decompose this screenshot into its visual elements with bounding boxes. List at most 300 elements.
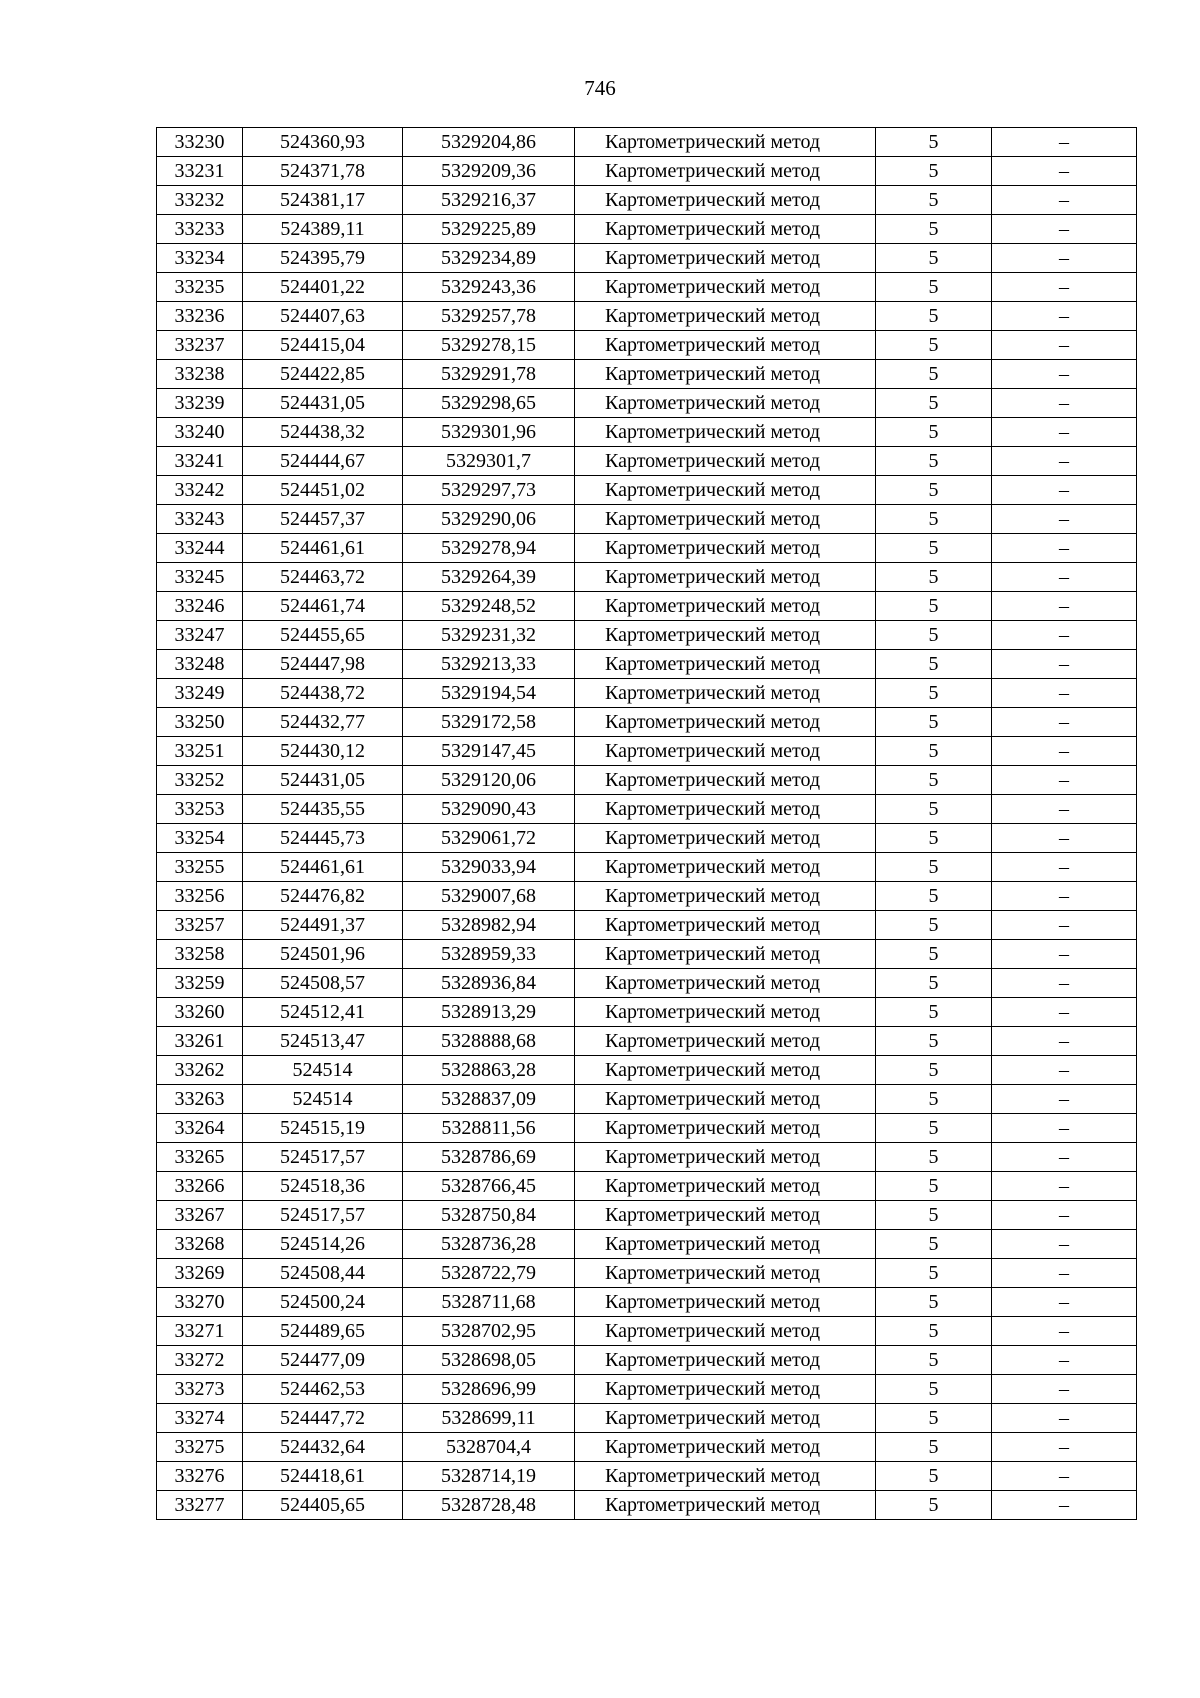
x-coordinate-cell: 524476,82 bbox=[243, 882, 403, 911]
description-cell: – bbox=[992, 1375, 1137, 1404]
point-number-cell: 33271 bbox=[157, 1317, 243, 1346]
point-number-cell: 33266 bbox=[157, 1172, 243, 1201]
table-row bbox=[157, 534, 1137, 563]
y-coordinate-cell: 5329301,7 bbox=[403, 447, 575, 476]
x-coordinate-cell: 524395,79 bbox=[243, 244, 403, 273]
y-coordinate-cell: 5328704,4 bbox=[403, 1433, 575, 1462]
x-coordinate-cell: 524445,73 bbox=[243, 824, 403, 853]
x-coordinate-cell: 524514 bbox=[243, 1085, 403, 1114]
accuracy-cell: 5 bbox=[876, 563, 992, 592]
table-row bbox=[157, 621, 1137, 650]
x-coordinate-cell: 524457,37 bbox=[243, 505, 403, 534]
table-row bbox=[157, 824, 1137, 853]
table-row bbox=[157, 679, 1137, 708]
x-coordinate-cell: 524444,67 bbox=[243, 447, 403, 476]
description-cell: – bbox=[992, 766, 1137, 795]
description-cell: – bbox=[992, 389, 1137, 418]
accuracy-cell: 5 bbox=[876, 679, 992, 708]
description-cell: – bbox=[992, 1172, 1137, 1201]
point-number-cell: 33247 bbox=[157, 621, 243, 650]
accuracy-cell: 5 bbox=[876, 360, 992, 389]
method-cell: Картометрический метод bbox=[575, 360, 876, 389]
description-cell: – bbox=[992, 621, 1137, 650]
accuracy-cell: 5 bbox=[876, 302, 992, 331]
method-cell: Картометрический метод bbox=[575, 1462, 876, 1491]
description-cell: – bbox=[992, 1201, 1137, 1230]
accuracy-cell: 5 bbox=[876, 128, 992, 157]
point-number-cell: 33244 bbox=[157, 534, 243, 563]
accuracy-cell: 5 bbox=[876, 418, 992, 447]
description-cell: – bbox=[992, 1143, 1137, 1172]
point-number-cell: 33275 bbox=[157, 1433, 243, 1462]
description-cell: – bbox=[992, 534, 1137, 563]
x-coordinate-cell: 524431,05 bbox=[243, 766, 403, 795]
point-number-cell: 33256 bbox=[157, 882, 243, 911]
y-coordinate-cell: 5328702,95 bbox=[403, 1317, 575, 1346]
accuracy-cell: 5 bbox=[876, 1346, 992, 1375]
y-coordinate-cell: 5328736,28 bbox=[403, 1230, 575, 1259]
table-row bbox=[157, 1375, 1137, 1404]
method-cell: Картометрический метод bbox=[575, 1433, 876, 1462]
point-number-cell: 33245 bbox=[157, 563, 243, 592]
accuracy-cell: 5 bbox=[876, 853, 992, 882]
method-cell: Картометрический метод bbox=[575, 447, 876, 476]
x-coordinate-cell: 524447,72 bbox=[243, 1404, 403, 1433]
description-cell: – bbox=[992, 157, 1137, 186]
point-number-cell: 33241 bbox=[157, 447, 243, 476]
x-coordinate-cell: 524513,47 bbox=[243, 1027, 403, 1056]
accuracy-cell: 5 bbox=[876, 1317, 992, 1346]
table-row bbox=[157, 476, 1137, 505]
x-coordinate-cell: 524517,57 bbox=[243, 1143, 403, 1172]
table-row bbox=[157, 911, 1137, 940]
description-cell: – bbox=[992, 1346, 1137, 1375]
x-coordinate-cell: 524461,61 bbox=[243, 534, 403, 563]
x-coordinate-cell: 524418,61 bbox=[243, 1462, 403, 1491]
x-coordinate-cell: 524517,57 bbox=[243, 1201, 403, 1230]
point-number-cell: 33233 bbox=[157, 215, 243, 244]
point-number-cell: 33254 bbox=[157, 824, 243, 853]
y-coordinate-cell: 5329172,58 bbox=[403, 708, 575, 737]
accuracy-cell: 5 bbox=[876, 766, 992, 795]
y-coordinate-cell: 5328711,68 bbox=[403, 1288, 575, 1317]
method-cell: Картометрический метод bbox=[575, 998, 876, 1027]
table-row bbox=[157, 389, 1137, 418]
description-cell: – bbox=[992, 1056, 1137, 1085]
y-coordinate-cell: 5328750,84 bbox=[403, 1201, 575, 1230]
description-cell: – bbox=[992, 128, 1137, 157]
point-number-cell: 33253 bbox=[157, 795, 243, 824]
x-coordinate-cell: 524455,65 bbox=[243, 621, 403, 650]
description-cell: – bbox=[992, 998, 1137, 1027]
table-row bbox=[157, 1085, 1137, 1114]
table-row bbox=[157, 244, 1137, 273]
method-cell: Картометрический метод bbox=[575, 853, 876, 882]
method-cell: Картометрический метод bbox=[575, 1259, 876, 1288]
page-number: 746 bbox=[584, 76, 616, 100]
y-coordinate-cell: 5329278,94 bbox=[403, 534, 575, 563]
table-row bbox=[157, 1230, 1137, 1259]
y-coordinate-cell: 5329194,54 bbox=[403, 679, 575, 708]
table-row bbox=[157, 1143, 1137, 1172]
table-row bbox=[157, 273, 1137, 302]
y-coordinate-cell: 5329216,37 bbox=[403, 186, 575, 215]
point-number-cell: 33251 bbox=[157, 737, 243, 766]
accuracy-cell: 5 bbox=[876, 650, 992, 679]
method-cell: Картометрический метод bbox=[575, 679, 876, 708]
accuracy-cell: 5 bbox=[876, 244, 992, 273]
table-row bbox=[157, 186, 1137, 215]
point-number-cell: 33243 bbox=[157, 505, 243, 534]
description-cell: – bbox=[992, 331, 1137, 360]
y-coordinate-cell: 5328722,79 bbox=[403, 1259, 575, 1288]
description-cell: – bbox=[992, 1288, 1137, 1317]
y-coordinate-cell: 5329007,68 bbox=[403, 882, 575, 911]
x-coordinate-cell: 524512,41 bbox=[243, 998, 403, 1027]
accuracy-cell: 5 bbox=[876, 1462, 992, 1491]
table-row bbox=[157, 157, 1137, 186]
y-coordinate-cell: 5328982,94 bbox=[403, 911, 575, 940]
description-cell: – bbox=[992, 1027, 1137, 1056]
point-number-cell: 33250 bbox=[157, 708, 243, 737]
x-coordinate-cell: 524518,36 bbox=[243, 1172, 403, 1201]
point-number-cell: 33236 bbox=[157, 302, 243, 331]
x-coordinate-cell: 524461,61 bbox=[243, 853, 403, 882]
accuracy-cell: 5 bbox=[876, 708, 992, 737]
table-row bbox=[157, 360, 1137, 389]
y-coordinate-cell: 5329061,72 bbox=[403, 824, 575, 853]
x-coordinate-cell: 524508,44 bbox=[243, 1259, 403, 1288]
description-cell: – bbox=[992, 360, 1137, 389]
method-cell: Картометрический метод bbox=[575, 795, 876, 824]
x-coordinate-cell: 524407,63 bbox=[243, 302, 403, 331]
method-cell: Картометрический метод bbox=[575, 534, 876, 563]
description-cell: – bbox=[992, 592, 1137, 621]
accuracy-cell: 5 bbox=[876, 273, 992, 302]
description-cell: – bbox=[992, 853, 1137, 882]
table-row bbox=[157, 1433, 1137, 1462]
x-coordinate-cell: 524515,19 bbox=[243, 1114, 403, 1143]
table-row bbox=[157, 882, 1137, 911]
description-cell: – bbox=[992, 940, 1137, 969]
y-coordinate-cell: 5329225,89 bbox=[403, 215, 575, 244]
method-cell: Картометрический метод bbox=[575, 1027, 876, 1056]
x-coordinate-cell: 524381,17 bbox=[243, 186, 403, 215]
point-number-cell: 33269 bbox=[157, 1259, 243, 1288]
method-cell: Картометрический метод bbox=[575, 331, 876, 360]
point-number-cell: 33277 bbox=[157, 1491, 243, 1520]
method-cell: Картометрический метод bbox=[575, 1288, 876, 1317]
description-cell: – bbox=[992, 969, 1137, 998]
table-row bbox=[157, 1317, 1137, 1346]
x-coordinate-cell: 524491,37 bbox=[243, 911, 403, 940]
x-coordinate-cell: 524432,64 bbox=[243, 1433, 403, 1462]
method-cell: Картометрический метод bbox=[575, 273, 876, 302]
method-cell: Картометрический метод bbox=[575, 737, 876, 766]
accuracy-cell: 5 bbox=[876, 1259, 992, 1288]
method-cell: Картометрический метод bbox=[575, 1404, 876, 1433]
x-coordinate-cell: 524405,65 bbox=[243, 1491, 403, 1520]
method-cell: Картометрический метод bbox=[575, 1056, 876, 1085]
accuracy-cell: 5 bbox=[876, 1201, 992, 1230]
point-number-cell: 33264 bbox=[157, 1114, 243, 1143]
x-coordinate-cell: 524371,78 bbox=[243, 157, 403, 186]
description-cell: – bbox=[992, 447, 1137, 476]
point-number-cell: 33248 bbox=[157, 650, 243, 679]
description-cell: – bbox=[992, 1259, 1137, 1288]
point-number-cell: 33252 bbox=[157, 766, 243, 795]
description-cell: – bbox=[992, 302, 1137, 331]
y-coordinate-cell: 5328837,09 bbox=[403, 1085, 575, 1114]
table-row bbox=[157, 1404, 1137, 1433]
accuracy-cell: 5 bbox=[876, 505, 992, 534]
description-cell: – bbox=[992, 795, 1137, 824]
table-row bbox=[157, 969, 1137, 998]
accuracy-cell: 5 bbox=[876, 215, 992, 244]
accuracy-cell: 5 bbox=[876, 186, 992, 215]
point-number-cell: 33272 bbox=[157, 1346, 243, 1375]
y-coordinate-cell: 5329278,15 bbox=[403, 331, 575, 360]
point-number-cell: 33230 bbox=[157, 128, 243, 157]
accuracy-cell: 5 bbox=[876, 882, 992, 911]
point-number-cell: 33267 bbox=[157, 1201, 243, 1230]
y-coordinate-cell: 5329209,36 bbox=[403, 157, 575, 186]
table-row bbox=[157, 1027, 1137, 1056]
table-row bbox=[157, 447, 1137, 476]
description-cell: – bbox=[992, 737, 1137, 766]
accuracy-cell: 5 bbox=[876, 157, 992, 186]
x-coordinate-cell: 524489,65 bbox=[243, 1317, 403, 1346]
method-cell: Картометрический метод bbox=[575, 1201, 876, 1230]
table-row bbox=[157, 563, 1137, 592]
table-row bbox=[157, 708, 1137, 737]
point-number-cell: 33242 bbox=[157, 476, 243, 505]
method-cell: Картометрический метод bbox=[575, 128, 876, 157]
y-coordinate-cell: 5329301,96 bbox=[403, 418, 575, 447]
point-number-cell: 33276 bbox=[157, 1462, 243, 1491]
y-coordinate-cell: 5329147,45 bbox=[403, 737, 575, 766]
description-cell: – bbox=[992, 273, 1137, 302]
point-number-cell: 33268 bbox=[157, 1230, 243, 1259]
y-coordinate-cell: 5329297,73 bbox=[403, 476, 575, 505]
y-coordinate-cell: 5328811,56 bbox=[403, 1114, 575, 1143]
y-coordinate-cell: 5328936,84 bbox=[403, 969, 575, 998]
y-coordinate-cell: 5328714,19 bbox=[403, 1462, 575, 1491]
table-row bbox=[157, 1201, 1137, 1230]
point-number-cell: 33274 bbox=[157, 1404, 243, 1433]
accuracy-cell: 5 bbox=[876, 1027, 992, 1056]
method-cell: Картометрический метод bbox=[575, 621, 876, 650]
method-cell: Картометрический метод bbox=[575, 1317, 876, 1346]
table-row bbox=[157, 331, 1137, 360]
x-coordinate-cell: 524430,12 bbox=[243, 737, 403, 766]
y-coordinate-cell: 5328698,05 bbox=[403, 1346, 575, 1375]
x-coordinate-cell: 524514,26 bbox=[243, 1230, 403, 1259]
accuracy-cell: 5 bbox=[876, 969, 992, 998]
table-row bbox=[157, 592, 1137, 621]
table-row bbox=[157, 795, 1137, 824]
method-cell: Картометрический метод bbox=[575, 1346, 876, 1375]
accuracy-cell: 5 bbox=[876, 1404, 992, 1433]
y-coordinate-cell: 5329120,06 bbox=[403, 766, 575, 795]
point-number-cell: 33270 bbox=[157, 1288, 243, 1317]
description-cell: – bbox=[992, 1462, 1137, 1491]
accuracy-cell: 5 bbox=[876, 1375, 992, 1404]
y-coordinate-cell: 5328766,45 bbox=[403, 1172, 575, 1201]
point-number-cell: 33258 bbox=[157, 940, 243, 969]
y-coordinate-cell: 5329264,39 bbox=[403, 563, 575, 592]
coordinates-table-body bbox=[157, 128, 1137, 1520]
x-coordinate-cell: 524508,57 bbox=[243, 969, 403, 998]
x-coordinate-cell: 524438,32 bbox=[243, 418, 403, 447]
point-number-cell: 33259 bbox=[157, 969, 243, 998]
method-cell: Картометрический метод bbox=[575, 302, 876, 331]
accuracy-cell: 5 bbox=[876, 1433, 992, 1462]
table-row bbox=[157, 766, 1137, 795]
y-coordinate-cell: 5329033,94 bbox=[403, 853, 575, 882]
y-coordinate-cell: 5328888,68 bbox=[403, 1027, 575, 1056]
table-row bbox=[157, 1056, 1137, 1085]
method-cell: Картометрический метод bbox=[575, 389, 876, 418]
description-cell: – bbox=[992, 476, 1137, 505]
y-coordinate-cell: 5329213,33 bbox=[403, 650, 575, 679]
y-coordinate-cell: 5328696,99 bbox=[403, 1375, 575, 1404]
accuracy-cell: 5 bbox=[876, 389, 992, 418]
method-cell: Картометрический метод bbox=[575, 824, 876, 853]
description-cell: – bbox=[992, 418, 1137, 447]
description-cell: – bbox=[992, 708, 1137, 737]
table-row bbox=[157, 1259, 1137, 1288]
point-number-cell: 33238 bbox=[157, 360, 243, 389]
accuracy-cell: 5 bbox=[876, 331, 992, 360]
y-coordinate-cell: 5329290,06 bbox=[403, 505, 575, 534]
method-cell: Картометрический метод bbox=[575, 1143, 876, 1172]
table-row bbox=[157, 1172, 1137, 1201]
accuracy-cell: 5 bbox=[876, 1230, 992, 1259]
point-number-cell: 33273 bbox=[157, 1375, 243, 1404]
point-number-cell: 33246 bbox=[157, 592, 243, 621]
accuracy-cell: 5 bbox=[876, 592, 992, 621]
point-number-cell: 33235 bbox=[157, 273, 243, 302]
description-cell: – bbox=[992, 824, 1137, 853]
table-row bbox=[157, 215, 1137, 244]
accuracy-cell: 5 bbox=[876, 824, 992, 853]
description-cell: – bbox=[992, 911, 1137, 940]
table-row bbox=[157, 1491, 1137, 1520]
y-coordinate-cell: 5328699,11 bbox=[403, 1404, 575, 1433]
description-cell: – bbox=[992, 882, 1137, 911]
description-cell: – bbox=[992, 1404, 1137, 1433]
point-number-cell: 33231 bbox=[157, 157, 243, 186]
table-row bbox=[157, 737, 1137, 766]
accuracy-cell: 5 bbox=[876, 940, 992, 969]
description-cell: – bbox=[992, 563, 1137, 592]
method-cell: Картометрический метод bbox=[575, 1114, 876, 1143]
y-coordinate-cell: 5328913,29 bbox=[403, 998, 575, 1027]
y-coordinate-cell: 5328959,33 bbox=[403, 940, 575, 969]
x-coordinate-cell: 524451,02 bbox=[243, 476, 403, 505]
x-coordinate-cell: 524514 bbox=[243, 1056, 403, 1085]
x-coordinate-cell: 524501,96 bbox=[243, 940, 403, 969]
accuracy-cell: 5 bbox=[876, 795, 992, 824]
accuracy-cell: 5 bbox=[876, 911, 992, 940]
accuracy-cell: 5 bbox=[876, 1114, 992, 1143]
description-cell: – bbox=[992, 1491, 1137, 1520]
x-coordinate-cell: 524500,24 bbox=[243, 1288, 403, 1317]
table-row bbox=[157, 418, 1137, 447]
accuracy-cell: 5 bbox=[876, 998, 992, 1027]
table-row bbox=[157, 650, 1137, 679]
accuracy-cell: 5 bbox=[876, 1143, 992, 1172]
x-coordinate-cell: 524463,72 bbox=[243, 563, 403, 592]
y-coordinate-cell: 5329231,32 bbox=[403, 621, 575, 650]
point-number-cell: 33262 bbox=[157, 1056, 243, 1085]
method-cell: Картометрический метод bbox=[575, 911, 876, 940]
point-number-cell: 33260 bbox=[157, 998, 243, 1027]
table-row bbox=[157, 853, 1137, 882]
coordinates-table bbox=[156, 127, 1137, 1520]
x-coordinate-cell: 524447,98 bbox=[243, 650, 403, 679]
table-row bbox=[157, 940, 1137, 969]
description-cell: – bbox=[992, 505, 1137, 534]
table-row bbox=[157, 1114, 1137, 1143]
accuracy-cell: 5 bbox=[876, 447, 992, 476]
method-cell: Картометрический метод bbox=[575, 969, 876, 998]
method-cell: Картометрический метод bbox=[575, 650, 876, 679]
method-cell: Картометрический метод bbox=[575, 563, 876, 592]
point-number-cell: 33255 bbox=[157, 853, 243, 882]
method-cell: Картометрический метод bbox=[575, 940, 876, 969]
y-coordinate-cell: 5329298,65 bbox=[403, 389, 575, 418]
table-row bbox=[157, 1288, 1137, 1317]
method-cell: Картометрический метод bbox=[575, 882, 876, 911]
x-coordinate-cell: 524415,04 bbox=[243, 331, 403, 360]
table-row bbox=[157, 505, 1137, 534]
y-coordinate-cell: 5329204,86 bbox=[403, 128, 575, 157]
accuracy-cell: 5 bbox=[876, 737, 992, 766]
x-coordinate-cell: 524431,05 bbox=[243, 389, 403, 418]
description-cell: – bbox=[992, 679, 1137, 708]
method-cell: Картометрический метод bbox=[575, 215, 876, 244]
method-cell: Картометрический метод bbox=[575, 592, 876, 621]
point-number-cell: 33234 bbox=[157, 244, 243, 273]
x-coordinate-cell: 524432,77 bbox=[243, 708, 403, 737]
accuracy-cell: 5 bbox=[876, 1491, 992, 1520]
x-coordinate-cell: 524360,93 bbox=[243, 128, 403, 157]
x-coordinate-cell: 524389,11 bbox=[243, 215, 403, 244]
accuracy-cell: 5 bbox=[876, 1085, 992, 1114]
point-number-cell: 33232 bbox=[157, 186, 243, 215]
x-coordinate-cell: 524401,22 bbox=[243, 273, 403, 302]
method-cell: Картометрический метод bbox=[575, 1230, 876, 1259]
description-cell: – bbox=[992, 215, 1137, 244]
y-coordinate-cell: 5329257,78 bbox=[403, 302, 575, 331]
table-row bbox=[157, 128, 1137, 157]
description-cell: – bbox=[992, 186, 1137, 215]
x-coordinate-cell: 524461,74 bbox=[243, 592, 403, 621]
table-row bbox=[157, 302, 1137, 331]
description-cell: – bbox=[992, 1433, 1137, 1462]
y-coordinate-cell: 5329090,43 bbox=[403, 795, 575, 824]
y-coordinate-cell: 5328863,28 bbox=[403, 1056, 575, 1085]
description-cell: – bbox=[992, 1114, 1137, 1143]
table-row bbox=[157, 998, 1137, 1027]
method-cell: Картометрический метод bbox=[575, 186, 876, 215]
table-row bbox=[157, 1462, 1137, 1491]
y-coordinate-cell: 5329248,52 bbox=[403, 592, 575, 621]
accuracy-cell: 5 bbox=[876, 1056, 992, 1085]
y-coordinate-cell: 5328786,69 bbox=[403, 1143, 575, 1172]
